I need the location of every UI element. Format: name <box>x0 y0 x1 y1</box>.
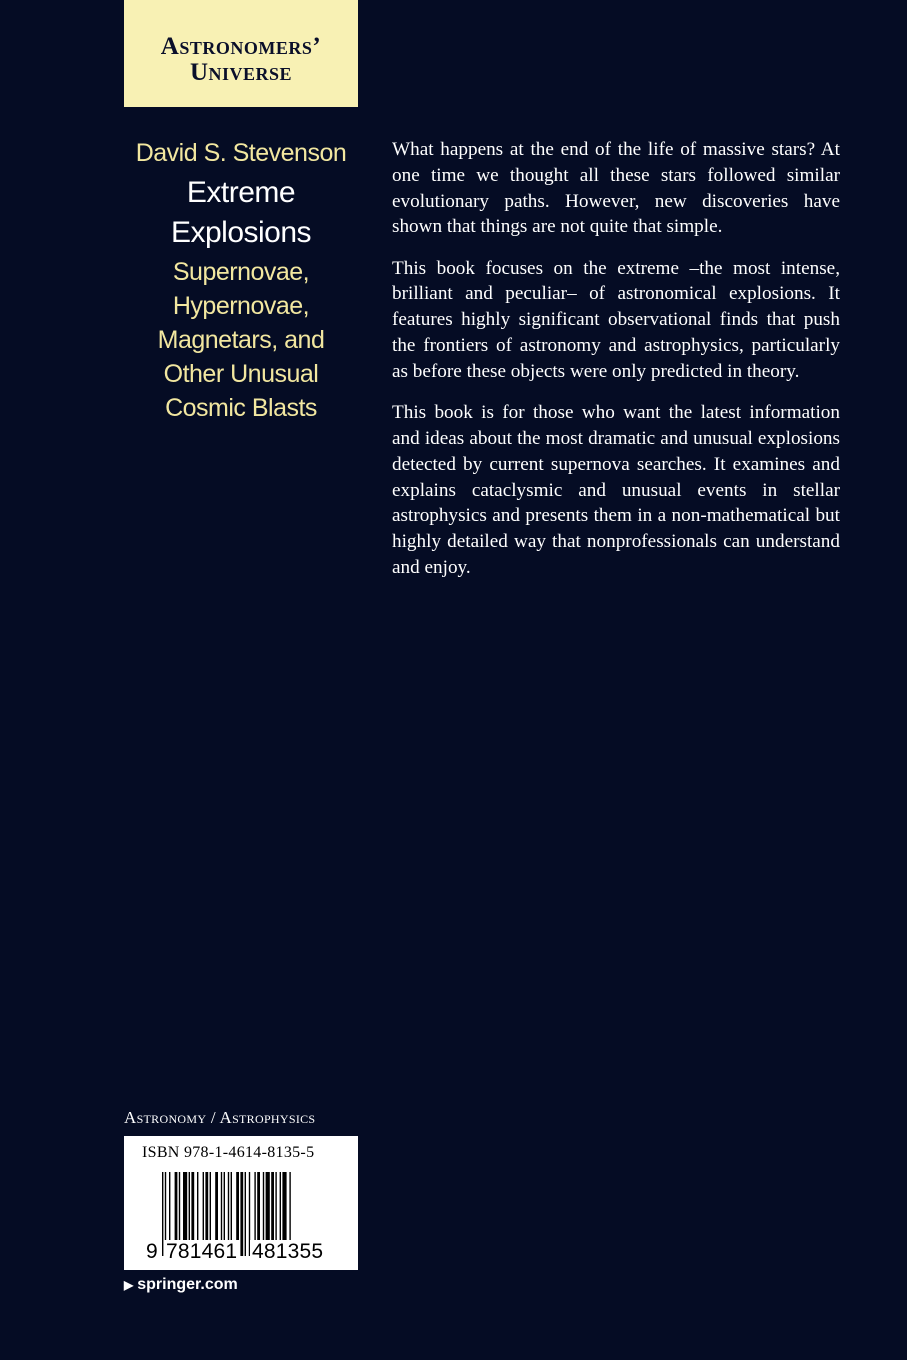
series-name-line1: Astronomers’ <box>160 32 322 60</box>
book-title-line1: Extreme <box>186 176 296 209</box>
barcode-digit-group2: 481355 <box>252 1240 324 1263</box>
subtitle-line5: Cosmic Blasts <box>165 394 317 422</box>
subtitle-line4: Other Unusual <box>163 360 319 388</box>
subtitle-line1: Supernovae, <box>172 258 310 286</box>
subject-category: Astronomy / Astrophysics <box>124 1108 316 1127</box>
book-title <box>124 173 358 253</box>
isbn-barcode-box <box>124 1136 358 1270</box>
barcode-digit-first: 9 <box>146 1240 158 1263</box>
series-banner <box>124 0 358 107</box>
blurb-paragraph-3: This book is for those who want the latest information and ideas about the most dramatic and unusual explosions detected by current supernova searches. It examines and explains cataclysmic and unusual events in stellar astrophysics and presents them in a non-mathematical but highly detailed way that nonprofessionals can understand and enjoy. <box>392 402 840 578</box>
barcode-digit-group1: 781461 <box>166 1240 238 1263</box>
isbn-label: ISBN 978-1-4614-8135-5 <box>142 1144 315 1161</box>
author-name: David S. Stevenson <box>135 139 347 167</box>
series-name-line2: Universe <box>189 58 293 86</box>
blurb-paragraph-2: This book focuses on the extreme –the most intense, brilliant and peculiar– of astronomical explosions. It features highly significant observational finds that push the frontiers of astronomy and astrophysics, particularly as before these objects were only predicted in theory. <box>392 257 840 382</box>
publisher-url: springer.com <box>137 1276 238 1293</box>
publisher-link[interactable] <box>124 1276 238 1294</box>
book-title-line2: Explosions <box>170 216 312 249</box>
title-block <box>124 136 358 425</box>
blurb-paragraph-1: What happens at the end of the life of massive stars? At one time we thought all these stars followed similar evolutionary paths. However, new discoveries have shown that things are not quite that simple. <box>392 139 840 238</box>
subtitle-line2: Hypernovae, <box>172 292 310 320</box>
subtitle-line3: Magnetars, and <box>157 326 325 354</box>
book-subtitle <box>124 255 358 425</box>
back-cover-blurb <box>392 137 840 596</box>
play-arrow-icon: ▶ <box>124 1278 134 1292</box>
